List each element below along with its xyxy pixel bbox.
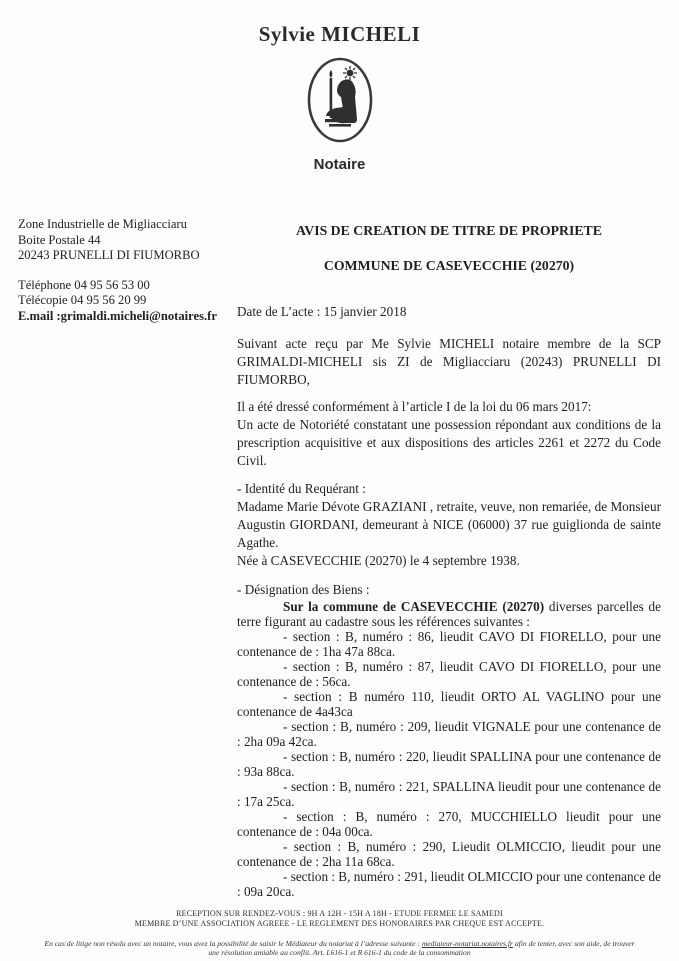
parcel-item: - section : B, numéro : 221, SPALLINA lieudit pour une contenance de : 17a 25ca. [237,779,661,809]
paragraph-loi [237,398,661,470]
fax-line: Télécopie 04 95 56 20 99 [18,293,147,308]
address-line-1: Zone Industrielle de Migliacciaru [18,217,187,231]
notary-title: Notaire [313,156,366,173]
identity-birth: Née à CASEVECCHIE (20270) le 4 septembre 1938. [237,553,520,568]
paragraph-loi-line1: Il a été dressé conformément à l’article I de la loi du 06 mars 2017: [237,399,592,414]
parcel-item: - section : B numéro 110, lieudit ORTO AL VAGLINO pour une contenance de 4a43ca [237,689,661,719]
address-line-3: 20243 PRUNELLI DI FIUMORBO [18,248,200,263]
parcel-item: - section : B, numéro : 220, lieudit SPALLINA pour une contenance de : 93a 88ca. [237,749,661,779]
designation-commune-bold: Sur la commune de CASEVECCHIE (20270) [283,599,545,614]
notary-name: Sylvie MICHELI [258,22,421,46]
parcel-item: - section : B, numéro : 270, MUCCHIELLO lieudit pour une contenance de : 04a 00ca. [237,809,661,839]
legal-notice [0,939,679,958]
identity-body: Madame Marie Dévote GRAZIANI , retraite, veuve, non remariée, de Monsieur Augustin GIORDANI, demeurant à NICE (06000) 37 rue guiglionda de sainte Agathe. [237,499,661,550]
mediator-site-text: mediateur-notariat.notaires.fr [421,938,513,948]
act-date-line: Date de L’acte : 15 janvier 2018 [237,304,407,319]
legal-text-pre: En cas de litige non résolu avec un notaire, vous avez la possibilité de saisir le Médiateur du notariat à l’adresse suivante : [44,938,422,948]
contact-block [18,217,230,325]
designation-heading: - Désignation des Biens : [237,582,370,597]
parcel-item: - section : B, numéro : 291, lieudit OLMICCIO pour une contenance de : 09a 20ca. [237,869,661,899]
notice-title: AVIS DE CREATION DE TITRE DE PROPRIETE [296,223,602,238]
paragraph-acte-recu: Suivant acte reçu par Me Sylvie MICHELI notaire membre de la SCP GRIMALDI-MICHELI sis ZI de Migliacciaru (20243) PRUNELLI DI FIUMORBO, [237,336,661,387]
spacer [18,264,230,278]
footer [0,909,679,958]
footer-hours-line: RECEPTION SUR RENDEZ-VOUS : 9H A 12H - 15H A 18H - ETUDE FERMEE LE SAMEDI [176,909,503,918]
notice-body [237,214,661,899]
designation-intro-rest: diverses parcelles de terre figurant au cadastre sous les références suivantes : [237,599,661,629]
letterhead [0,22,679,173]
paragraph-loi-rest: Un acte de Notoriété constatant une possession répondant aux conditions de la prescription acquisitive et aux dispositions des articles 2261 et 2272 du Code Civil. [237,417,661,468]
parcel-item: - section : B, numéro : 87, lieudit CAVO DI FIORELLO, pour une contenance de : 56ca. [237,659,661,689]
notice-subtitle: COMMUNE DE CASEVECCHIE (20270) [323,258,575,273]
identity-heading: - Identité du Requérant : [237,481,366,496]
legal-text-line2: une résolution amiable au conflit. Art. L616-1 et R 616-1 du code de la consommation [208,948,471,958]
parcel-item: - section : B, numéro : 290, Lieudit OLMICCIO, lieudit pour une contenance de : 2ha 11a 68ca. [237,839,661,869]
email-line: E.mail :grimaldi.micheli@notaires.fr [18,308,217,323]
parcel-item: - section : B, numéro : 209, lieudit VIGNALE pour une contenance de : 2ha 09a 42ca. [237,719,661,749]
address-line-2: Boite Postale 44 [18,232,101,247]
designation-intro [237,599,661,629]
legal-text-post: afin de tenter, avec son aide, de trouver [512,938,635,948]
footer-association-line: MEMBRE D’UNE ASSOCIATION AGREEE - LE REGLEMENT DES HONORAIRES PAR CHEQUE EST ACCEPTE. [134,919,545,929]
phone-line: Téléphone 04 95 56 53 00 [18,277,150,292]
notaire-emblem-logo [0,56,679,149]
parcel-item: - section : B, numéro : 86, lieudit CAVO DI FIORELLO, pour une contenance de : 1ha 47a 88ca. [237,629,661,659]
